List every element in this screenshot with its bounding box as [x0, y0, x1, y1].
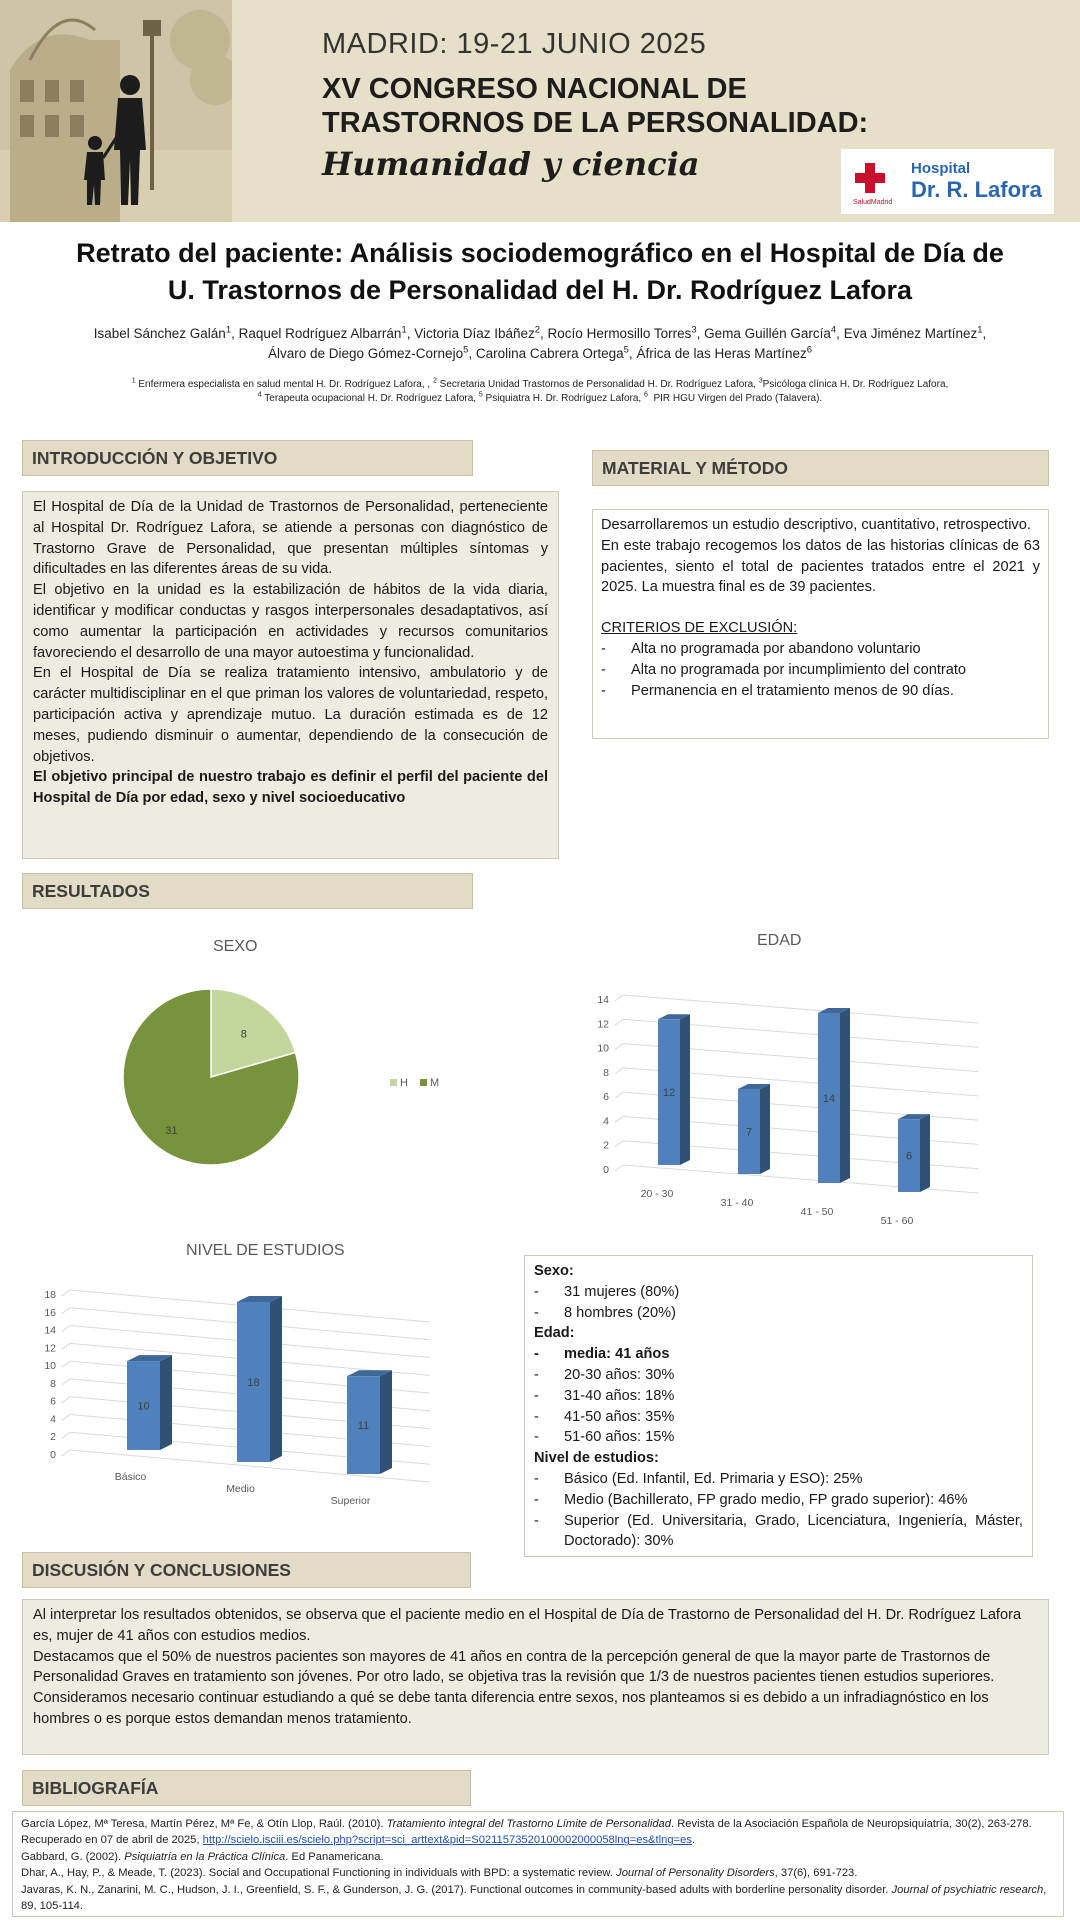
- y-tick-label: 0: [50, 1449, 56, 1461]
- reference-1: García López, Mª Teresa, Martín Pérez, Mª Fe, & Otín Llop, Raúl. (2010). Tratamiento integral del Trastorno Límite de Personalidad. Revista de la Asociación Española de Neuropsiquiatría, 30(2), 263-278. Recuperado en 07 de abril de 2025, http://scielo.isciii.es/scielo.php?script=sci_arttext&pid=S0211573520100002000058lng=es&tlng=es.: [21, 1818, 1032, 1847]
- affiliation-5: Psiquiatra H. Dr. Rodríguez Lafora,: [485, 393, 642, 404]
- gridline: [62, 1414, 70, 1420]
- list-item: - Alta no programada por abandono voluntario: [601, 639, 1040, 660]
- poster-title-line2: U. Trastornos de Personalidad del H. Dr. Rodríguez Lafora: [167, 275, 913, 305]
- section-heading-intro: INTRODUCCIÓN Y OBJETIVO: [22, 440, 473, 476]
- y-tick-label: 4: [603, 1115, 609, 1128]
- list-item: - 51-60 años: 15%: [534, 1427, 1023, 1448]
- list-item: - Superior (Ed. Universitaria, Grado, Licenciatura, Ingeniería, Máster, Doctorado): 30%: [534, 1511, 1023, 1553]
- discussion-box: [22, 1599, 1049, 1755]
- list-item: - media: 41 años: [534, 1344, 1023, 1365]
- exclusion-criteria-title: CRITERIOS DE EXCLUSIÓN:: [601, 620, 798, 637]
- gridline: [615, 1019, 623, 1025]
- list-item: - 8 hombres (20%): [534, 1303, 1023, 1324]
- logo-subtitle: SaludMadrid: [853, 199, 893, 206]
- section-heading-results: RESULTADOS: [22, 873, 473, 909]
- gridline: [62, 1326, 70, 1332]
- exclusion-criteria-list: [601, 639, 1040, 701]
- summary-estudios-list: [534, 1469, 1023, 1552]
- y-tick-label: 0: [603, 1164, 609, 1176]
- author: Raquel Rodríguez Albarrán$^1$: [238, 324, 407, 341]
- author: Rocío Hermosillo Torres$^3$: [547, 324, 697, 341]
- y-tick-label: 18: [44, 1289, 56, 1301]
- gridline: [62, 1343, 70, 1349]
- y-tick-label: 14: [597, 994, 609, 1006]
- affiliation-2: Secretaria Unidad Trastornos de Personalidad H. Dr. Rodríguez Lafora,: [439, 379, 756, 390]
- summary-estudios-title: Nivel de estudios:: [534, 1450, 659, 1467]
- bibliography-box: [12, 1811, 1064, 1917]
- author: África de las Heras Martínez$^6$: [636, 344, 812, 361]
- author: Gema Guillén García$^4$: [704, 324, 837, 341]
- list-item: - 31-40 años: 18%: [534, 1386, 1023, 1407]
- affiliation-3: Psicóloga clínica H. Dr. Rodríguez Lafora,: [762, 379, 949, 390]
- x-tick-label: 51 - 60: [880, 1215, 914, 1227]
- reference-1-link[interactable]: http://scielo.isciii.es/scielo.php?script=sci_arttext&pid=S0211573520100002000058lng=es&tlng=es: [202, 1834, 692, 1847]
- chart-title-estudios: NIVEL DE ESTUDIOS: [186, 1242, 345, 1259]
- author: Carolina Cabrera Ortega$^5$: [475, 344, 629, 361]
- summary-edad-title: Edad:: [534, 1325, 575, 1342]
- summary-edad-list: [534, 1344, 1023, 1448]
- affiliation-4: Terapeuta ocupacional H. Dr. Rodríguez Lafora,: [264, 393, 477, 404]
- gridline: [615, 1141, 623, 1147]
- bar-data-label: 18: [247, 1377, 260, 1389]
- y-tick-label: 16: [44, 1306, 56, 1319]
- bar-side: [380, 1370, 392, 1474]
- gridline: [615, 1092, 623, 1098]
- gridline: [62, 1379, 70, 1385]
- list-item: - Básico (Ed. Infantil, Ed. Primaria y ESO): 25%: [534, 1469, 1023, 1490]
- y-tick-label: 8: [603, 1066, 609, 1079]
- legend-label: H: [400, 1077, 408, 1089]
- poster-title-line1: Retrato del paciente: Análisis sociodemográfico en el Hospital de Día de: [76, 238, 1004, 268]
- list-item: - Alta no programada por incumplimiento del contrato: [601, 660, 1040, 681]
- hospital-logo: [841, 149, 1054, 214]
- congress-name: [322, 72, 882, 140]
- poster-title: [30, 235, 1050, 309]
- bar-data-label: 11: [357, 1420, 370, 1433]
- bar-side: [840, 1008, 850, 1183]
- salud-madrid-logo-icon: [851, 161, 895, 201]
- congress-name-line1: XV CONGRESO NACIONAL DE: [322, 73, 747, 105]
- edad-bar-chart: [585, 960, 990, 1230]
- y-tick-label: 10: [597, 1042, 609, 1055]
- bar-side: [270, 1296, 282, 1462]
- bar-side: [760, 1084, 770, 1174]
- x-tick-label: 20 - 30: [640, 1188, 674, 1200]
- y-tick-label: 8: [50, 1377, 56, 1390]
- y-tick-label: 2: [50, 1431, 56, 1444]
- logo-line1: Hospital: [911, 160, 971, 177]
- summary-sexo-list: [534, 1282, 1023, 1324]
- header-banner: [0, 0, 1080, 222]
- legend-swatch: [390, 1079, 397, 1086]
- affiliations: $^1$ Enfermera especialista en salud mental H. Dr. Rodríguez Lafora, , $^2$ Secretaria Unidad Trastornos de Personalidad H. Dr. Rodríguez Lafora, $^3$Psicóloga clínica H. Dr. Rodríguez Lafora, $^4$ Terapeuta ocupacional H. Dr. Rodríguez Lafora, $^5$ Psiquiatra H. Dr. Rodríguez Lafora, $^6$ PIR HGU Virgen del Prado (Talavera).: [131, 377, 949, 404]
- y-tick-label: 4: [50, 1413, 56, 1426]
- reference-4: Javaras, K. N., Zanarini, M. C., Hudson, J. I., Greenfield, S. F., & Gunderson, J. G. (2017). Functional outcomes in community-based adults with borderline personality disorder. Journal of psychiatric research, 89, 105-114.: [21, 1883, 1047, 1913]
- bar-data-label: 12: [662, 1087, 676, 1100]
- x-tick-label: Superior: [330, 1495, 371, 1507]
- author: Eva Jiménez Martínez$^1$: [843, 324, 983, 341]
- gridline: [62, 1290, 70, 1296]
- bar-data-label: 10: [137, 1400, 150, 1413]
- madrid-illustration: [0, 0, 232, 222]
- list-item: - 31 mujeres (80%): [534, 1282, 1023, 1303]
- y-tick-label: 6: [603, 1091, 609, 1104]
- author: Isabel Sánchez Galán$^1$: [93, 324, 232, 341]
- intro-box: [22, 491, 559, 859]
- author: Victoria Díaz Ibáñez$^2$: [414, 324, 541, 341]
- author-list: Isabel Sánchez Galán$^1$, Raquel Rodríguez Albarrán$^1$, Victoria Díaz Ibáñez$^2$, Rocío Hermosillo Torres$^3$, Gema Guillén García$^4$, Eva Jiménez Martínez$^1$, Álvaro de Diego Gómez-Cornejo$^5$, Carolina Cabrera Ortega$^5$, África de las Heras Martínez$^6$: [93, 324, 987, 361]
- bar-side: [920, 1114, 930, 1192]
- intro-paragraph-1: El Hospital de Día de la Unidad de Trastornos de Personalidad, perteneciente al Hospital Dr. Rodríguez Lafora, se atiende a personas con diagnóstico de Trastorno Grave de Personalidad, que presentan múltiples síntomas y dificultades en las diferentes áreas de su vida.: [33, 499, 548, 578]
- affiliation-1: Enfermera especialista en salud mental H. Dr. Rodríguez Lafora, ,: [138, 379, 431, 390]
- estudios-bar-chart: [30, 1270, 450, 1520]
- bar-side: [680, 1014, 690, 1165]
- svg-text:·: ·: [880, 183, 883, 193]
- legend-label: M: [430, 1077, 440, 1089]
- x-tick-label: Básico: [114, 1471, 147, 1483]
- affiliation-6: PIR HGU Virgen del Prado (Talavera).: [653, 393, 823, 404]
- gridline: [615, 1068, 623, 1074]
- list-item: - Permanencia en el tratamiento menos de 90 días.: [601, 681, 1040, 702]
- congress-date: MADRID: 19-21 JUNIO 2025: [322, 28, 707, 60]
- method-box: [592, 509, 1049, 739]
- discussion-paragraph-3: Consideramos necesario continuar estudiando a qué se debe tanta diferencia entre sexos, nos planteamos si es debido a un infradiagnóstico en los hombres o es porque estos demandan menos tratamiento.: [33, 1690, 989, 1727]
- method-paragraph-1: Desarrollaremos un estudio descriptivo, cuantitativo, retrospectivo.: [601, 517, 1031, 533]
- discussion-paragraph-2: Destacamos que el 50% de nuestros pacientes son mayores de 41 años en contra de la percepción general de que la mayor parte de Trastornos de Personalidad Graves en tratamiento son jóvenes. Por otro lado, se objetiva tras la revisión que 1/3 de nuestros pacientes tienen estudios superiores.: [33, 1648, 995, 1686]
- list-item: - 20-30 años: 30%: [534, 1365, 1023, 1386]
- section-heading-bibliography: BIBLIOGRAFÍA: [22, 1770, 471, 1806]
- gridline: [615, 995, 623, 1001]
- bar-data-label: 7: [745, 1126, 753, 1139]
- gridline: [615, 1116, 623, 1122]
- x-tick-label: 41 - 50: [800, 1206, 834, 1218]
- sexo-pie-chart: [110, 975, 460, 1175]
- gridline: [615, 1044, 623, 1050]
- y-tick-label: 10: [44, 1360, 56, 1373]
- chart-title-edad: EDAD: [757, 932, 802, 949]
- y-tick-label: 2: [603, 1139, 609, 1152]
- summary-sexo-title: Sexo:: [534, 1263, 574, 1279]
- author: Álvaro de Diego Gómez-Cornejo$^5$: [267, 344, 469, 361]
- congress-name-line2: TRASTORNOS DE LA PERSONALIDAD:: [322, 107, 869, 139]
- section-heading-discussion: DISCUSIÓN Y CONCLUSIONES: [22, 1552, 471, 1588]
- intro-objective: El objetivo principal de nuestro trabajo es definir el perfil del paciente del Hospital de Día por edad, sexo y nivel socioeducativo: [33, 769, 548, 807]
- gridline: [62, 1397, 70, 1403]
- y-tick-label: 14: [44, 1324, 56, 1337]
- method-paragraph-2: En este trabajo recogemos los datos de las historias clínicas de 63 pacientes, siento el total de pacientes tratados entre el 2021 y 2025. La muestra final es de 39 pacientes.: [601, 537, 1040, 596]
- intro-paragraph-3: En el Hospital de Día se realiza tratamiento intensivo, ambulatorio y de carácter multidisciplinar en el que priman los valores de voluntariedad, respeto, participación activa y aprendizaje mutuo. La duración estimada es de 12 meses, pudiendo disminuir o aumentar, dependiendo de la consecución de objetivos.: [33, 665, 548, 765]
- y-tick-label: 12: [44, 1342, 56, 1355]
- reference-2: Gabbard, G. (2002). Psiquiatría en la Práctica Clínica. Ed Panamericana.: [21, 1850, 384, 1863]
- gridline: [615, 1165, 623, 1171]
- gridline: [62, 1450, 70, 1456]
- x-tick-label: Medio: [226, 1483, 255, 1495]
- bar-side: [160, 1355, 172, 1450]
- discussion-paragraph-1: Al interpretar los resultados obtenidos, se observa que el paciente medio en el Hospital de Día de Trastorno de Personalidad del H. Dr. Rodríguez Lafora es, mujer de 41 años con estudios medios.: [33, 1607, 1022, 1644]
- y-tick-label: 12: [597, 1018, 609, 1031]
- section-heading-method: MATERIAL Y MÉTODO: [592, 450, 1049, 486]
- logo-line2: Dr. R. Lafora: [911, 177, 1042, 202]
- list-item: - 41-50 años: 35%: [534, 1407, 1023, 1428]
- chart-title-sexo: SEXO: [213, 938, 258, 955]
- list-item: - Medio (Bachillerato, FP grado medio, FP grado superior): 46%: [534, 1490, 1023, 1511]
- bar-data-label: 6: [905, 1150, 913, 1163]
- intro-paragraph-2: El objetivo en la unidad es la estabilización de hábitos de la vida diaria, identificar y modificar conductas y rasgos interpersonales desadaptativos, así como aumentar la participación en actividades y recursos comunitarios favoreciendo el desarrollo de una mayor autoestima y funcionalidad.: [33, 582, 548, 661]
- reference-3: Dhar, A., Hay, P., & Meade, T. (2023). Social and Occupational Functioning in individuals with BPD: a systematic review. Journal of Personality Disorders, 37(6), 691-723.: [21, 1867, 858, 1880]
- y-tick-label: 6: [50, 1395, 56, 1408]
- congress-motto: Humanidad y ciencia: [322, 145, 700, 183]
- gridline: [62, 1361, 70, 1367]
- results-summary-box: [524, 1255, 1033, 1557]
- legend-swatch: [420, 1079, 427, 1086]
- pie-data-label: 8: [240, 1028, 247, 1041]
- pie-data-label: 31: [165, 1124, 178, 1137]
- gridline: [62, 1308, 70, 1314]
- gridline: [62, 1432, 70, 1438]
- bar-data-label: 14: [822, 1093, 836, 1105]
- x-tick-label: 31 - 40: [720, 1197, 754, 1209]
